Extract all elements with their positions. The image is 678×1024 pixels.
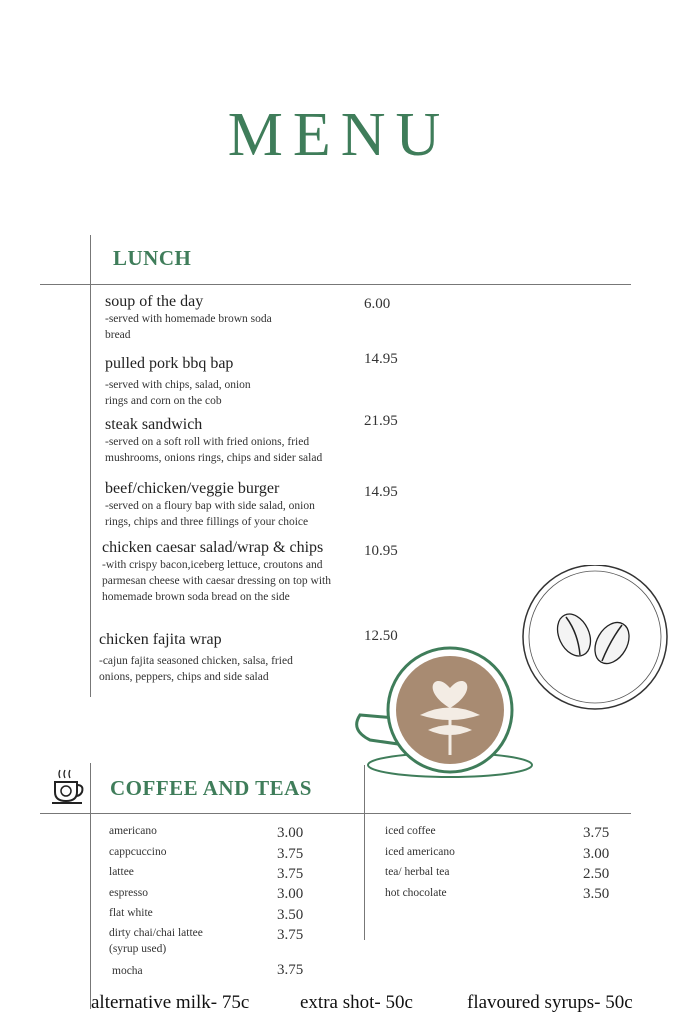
item-name: steak sandwich [105, 416, 203, 433]
menu-title: MENU [227, 101, 451, 169]
item-price: 12.50 [364, 628, 398, 644]
item-name: soup of the day [105, 293, 204, 310]
item-name: pulled pork bbq bap [105, 355, 234, 372]
item-name: chicken caesar salad/wrap & chips [102, 539, 324, 556]
item-price: 3.75 [277, 927, 304, 943]
item-desc: -served with homemade brown soda bread [105, 313, 272, 341]
list-item: iced coffee [385, 825, 436, 837]
item-price: 10.95 [364, 543, 398, 559]
list-item [99, 631, 314, 685]
item-price: 3.75 [277, 846, 304, 862]
list-item [102, 539, 337, 605]
item-desc: -served with chips, salad, onion rings and corn on the cob [105, 379, 251, 407]
coffee-heading: COFFEE AND TEAS [110, 776, 312, 800]
extra-shot: extra shot- 50c [300, 992, 413, 1013]
item-price: 3.50 [277, 907, 304, 923]
item-price: 3.00 [277, 825, 304, 841]
item-price: 3.00 [277, 886, 304, 902]
item-price: 14.95 [364, 351, 398, 367]
list-item: mocha [112, 965, 143, 977]
item-price: 3.50 [583, 886, 610, 902]
list-item: cappcuccino [109, 846, 167, 858]
list-item: dirty chai/chai lattee (syrup used) [109, 927, 203, 955]
list-item: hot chocolate [385, 887, 447, 899]
item-price: 14.95 [364, 484, 398, 500]
divider [40, 284, 631, 285]
list-item [105, 416, 345, 466]
item-price: 3.75 [583, 825, 610, 841]
latte-cup-illustration [350, 630, 540, 780]
item-desc: -served on a soft roll with fried onions, fried mushrooms, onions rings, chips and sider salad [105, 436, 323, 464]
item-price: 3.75 [277, 866, 304, 882]
item-price: 2.50 [583, 866, 610, 882]
lunch-heading: LUNCH [113, 246, 192, 270]
item-name: chicken fajita wrap [99, 631, 222, 648]
extra-flavoured-syrups: flavoured syrups- 50c [467, 992, 633, 1013]
item-price: 6.00 [364, 296, 391, 312]
list-item [105, 293, 275, 343]
divider [90, 763, 91, 1009]
divider [90, 235, 91, 697]
list-item: iced americano [385, 846, 455, 858]
list-item: tea/ herbal tea [385, 866, 450, 878]
divider [40, 813, 631, 814]
item-price: 21.95 [364, 413, 398, 429]
list-item: americano [109, 825, 157, 837]
item-price: 3.75 [277, 962, 304, 978]
divider [364, 765, 365, 940]
list-item [105, 355, 275, 409]
item-desc: -with crispy bacon,iceberg lettuce, croutons and parmesan cheese with caesar dressing on top with homemade brown soda bread on the side [102, 559, 331, 603]
item-desc: -served on a floury bap with side salad, onion rings, chips and three fillings of your choice [105, 500, 315, 528]
list-item: espresso [109, 887, 148, 899]
extra-alternative-milk: alternative milk- 75c [91, 992, 250, 1013]
list-item: flat white [109, 907, 153, 919]
item-price: 3.00 [583, 846, 610, 862]
list-item [105, 480, 340, 530]
coffee-beans-plate-illustration [522, 565, 668, 711]
item-desc: -cajun fajita seasoned chicken, salsa, fried onions, peppers, chips and side salad [99, 655, 293, 683]
item-name: beef/chicken/veggie burger [105, 480, 280, 497]
coffee-cup-icon [50, 768, 88, 808]
list-item: lattee [109, 866, 134, 878]
